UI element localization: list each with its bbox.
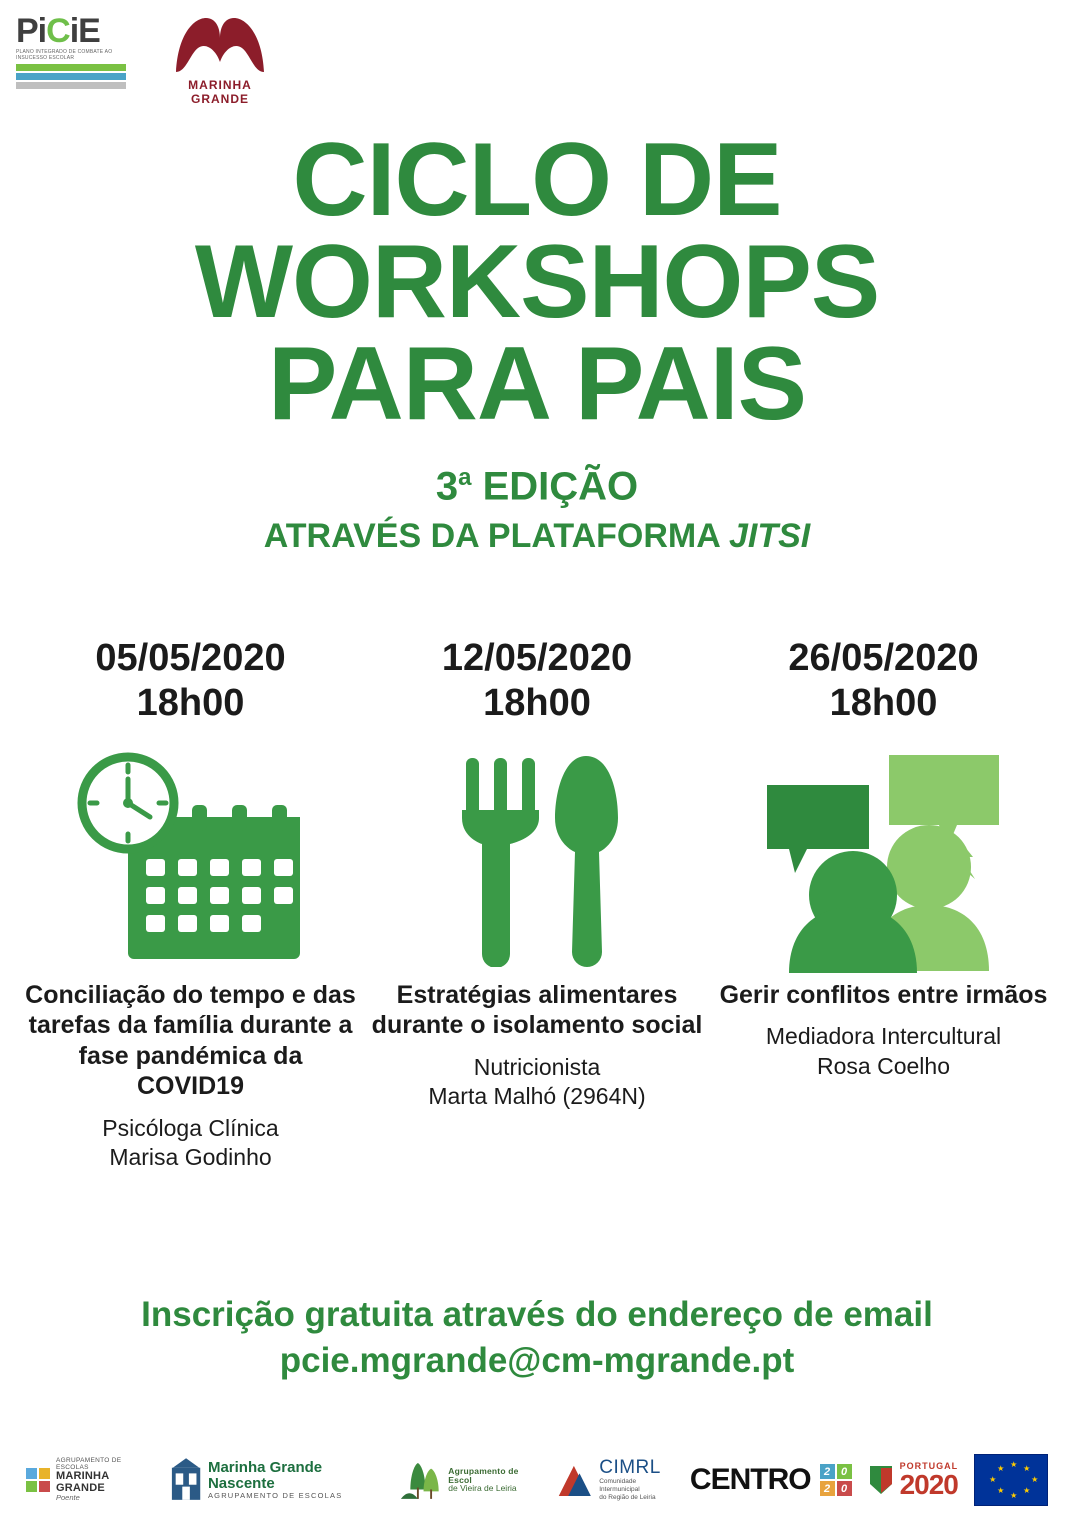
session-2-topic: Estratégias alimentares durante o isolamento social <box>371 980 703 1040</box>
poente-line-3: Poente <box>56 1493 80 1503</box>
session-3-author-role: Mediadora Intercultural <box>765 1023 1002 1050</box>
footer-logos <box>0 1454 1074 1506</box>
picie-logo-subtitle: PLANO INTEGRADO DE COMBATE AO INSUCESSO ESCOLAR <box>16 49 113 61</box>
session-2-time: 18h00 <box>483 681 591 724</box>
poster-title-line-2: WORKSHOPS <box>194 223 880 340</box>
marinha-grande-nascente-icon <box>170 1457 383 1503</box>
centro-digit-3: 2 <box>820 1481 835 1496</box>
session-3-author <box>711 1022 1056 1081</box>
poster-edition <box>0 464 1074 509</box>
header-logos <box>16 14 280 106</box>
picie-logo-wordmark: PiCiE <box>16 12 100 50</box>
centro-digit-1: 2 <box>820 1464 835 1479</box>
registration-block <box>0 1292 1074 1383</box>
cimrl-icon <box>555 1458 673 1501</box>
portugal-2020-icon <box>868 1462 959 1499</box>
european-union-flag-icon: ★ ★ ★ ★ ★ ★ ★ ★ <box>974 1454 1048 1506</box>
nascente-crest-icon <box>170 1457 202 1503</box>
session-2-author-role: Nutricionista <box>473 1053 601 1080</box>
poente-line-2: MARINHA GRANDE <box>56 1470 109 1494</box>
vieira-line-1: Agrupamento de Escol <box>448 1465 519 1485</box>
agrupamento-vieira-leiria-icon <box>399 1458 540 1502</box>
cimrl-line-3: do Região de Leiria <box>599 1493 656 1501</box>
marinha-grande-logo-label: MARINHA GRANDE <box>188 78 252 106</box>
picie-logo-bars <box>16 64 126 89</box>
poster-title-block <box>0 122 1074 556</box>
vieira-trees-icon <box>399 1458 442 1502</box>
session-1-author-role: Psicóloga Clínica <box>102 1114 279 1141</box>
poster-platform <box>0 517 1074 556</box>
session-1-topic: Conciliação do tempo e das tarefas da família durante a fase pandémica da COVID19 <box>25 980 356 1101</box>
session-column-2 <box>365 636 710 1173</box>
registration-email[interactable]: pcie.mgrande@cm-mgrande.pt <box>279 1340 795 1380</box>
cimrl-mark-icon <box>555 1459 593 1501</box>
session-1-time: 18h00 <box>136 681 245 724</box>
sessions-row <box>0 636 1074 1173</box>
session-1-author <box>18 1114 363 1173</box>
calendar-clock-icon <box>18 740 363 980</box>
session-column-1 <box>18 636 363 1173</box>
picie-logo-icon <box>16 14 126 91</box>
session-2-author-name: Marta Malhó (2964N) <box>428 1083 646 1110</box>
poente-squares-icon <box>26 1468 50 1492</box>
vieira-line-2: de Vieira de Leiria <box>448 1483 517 1494</box>
edition-label: EDIÇÃO <box>482 464 639 509</box>
edition-ordinal: a <box>458 463 472 491</box>
portugal-line-1: PORTUGAL <box>899 1460 959 1471</box>
platform-prefix: ATRAVÉS DA PLATAFORMA <box>263 517 729 556</box>
session-1-author-name: Marisa Godinho <box>109 1144 272 1171</box>
portugal-flag-mark-icon <box>868 1464 894 1496</box>
session-3-author-name: Rosa Coelho <box>817 1052 950 1079</box>
session-1-date: 05/05/2020 <box>95 637 286 679</box>
edition-number: 3 <box>435 464 459 509</box>
centro-digit-grid <box>820 1464 852 1496</box>
cimrl-line-2: Comunidade Intermunicipal <box>599 1478 640 1494</box>
centro-2020-icon <box>690 1463 852 1497</box>
session-3-time: 18h00 <box>829 681 938 724</box>
centro-digit-2: 0 <box>837 1464 852 1479</box>
poster-title-line-3: PARA PAIS <box>267 325 806 442</box>
session-2-author <box>365 1053 710 1112</box>
marinha-grande-logo-icon <box>160 14 280 106</box>
poster-title-line-1: CICLO DE <box>292 122 782 238</box>
poente-line-1: AGRUPAMENTO DE ESCOLAS <box>56 1456 122 1471</box>
centro-digit-4: 0 <box>837 1481 852 1496</box>
session-3-topic: Gerir conflitos entre irmãos <box>719 980 1048 1009</box>
registration-line: Inscrição gratuita através do endereço de email <box>141 1295 933 1334</box>
conflict-speech-bubbles-icon <box>711 740 1056 980</box>
session-column-3 <box>711 636 1056 1173</box>
cimrl-line-1: CIMRL <box>599 1457 661 1479</box>
centro-wordmark: CENTRO <box>689 1463 811 1496</box>
marinha-grande-mark-icon <box>160 14 280 76</box>
nascente-line-2: AGRUPAMENTO DE ESCOLAS <box>207 1490 343 1500</box>
session-3-date: 26/05/2020 <box>788 637 979 679</box>
platform-name: JITSI <box>729 517 811 556</box>
nascente-line-1: Marinha Grande Nascente <box>207 1459 323 1493</box>
agrupamento-marinha-grande-poente-icon <box>26 1458 154 1503</box>
fork-spoon-icon <box>365 740 710 980</box>
session-2-date: 12/05/2020 <box>441 637 633 679</box>
portugal-line-2: 2020 <box>899 1468 958 1500</box>
